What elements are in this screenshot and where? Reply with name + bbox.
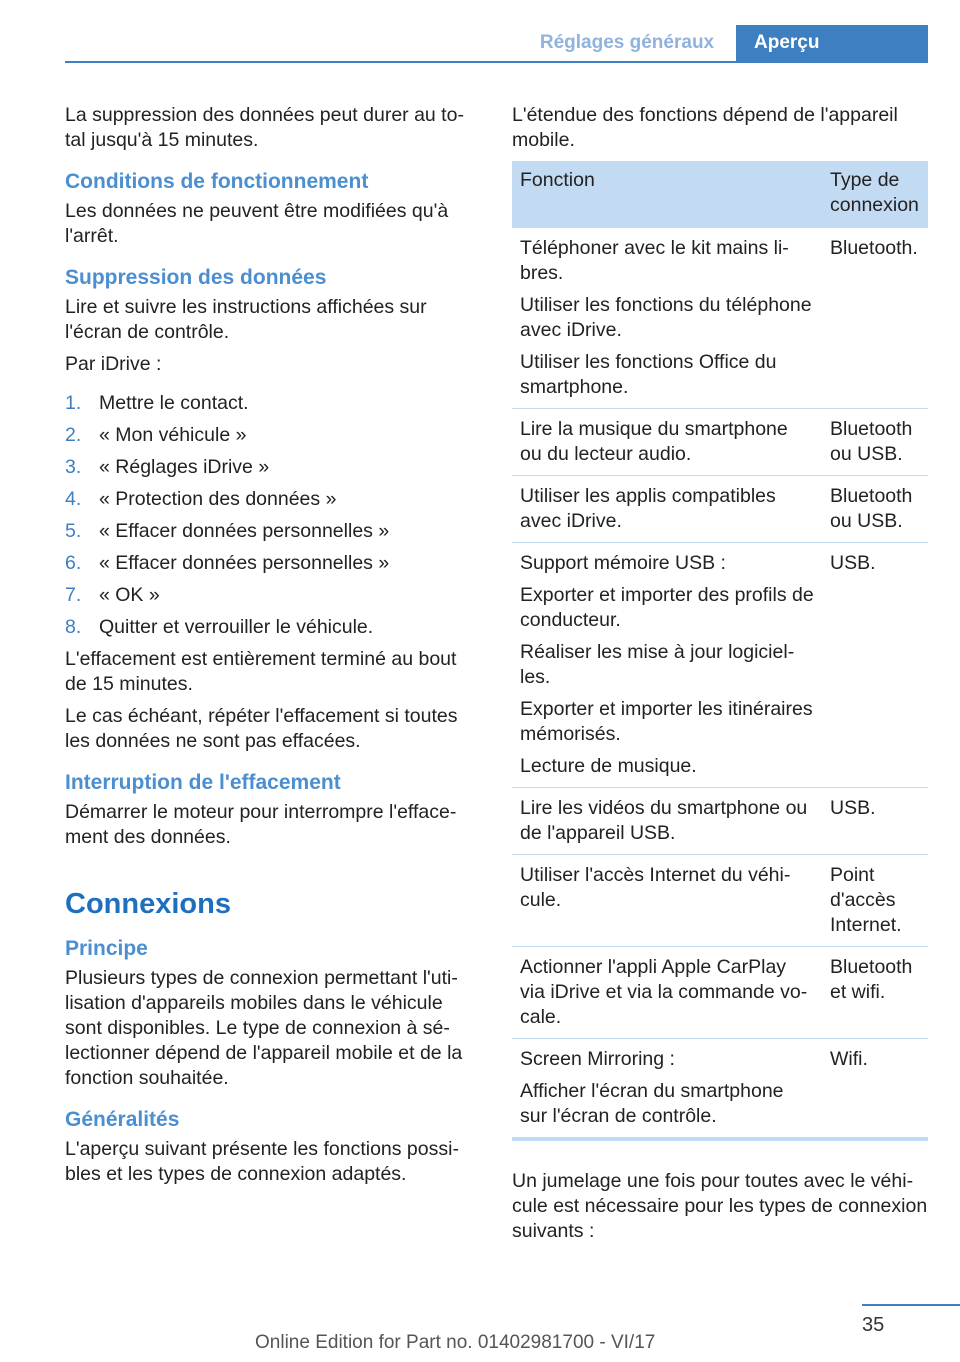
list-item bbox=[65, 391, 475, 416]
footer-rule bbox=[862, 1304, 960, 1306]
step-text: « Protection des données » bbox=[99, 488, 337, 510]
step-text: Mettre le contact. bbox=[99, 392, 249, 414]
cell-function bbox=[512, 409, 822, 476]
cell-line: Utiliser l'accès Internet du véhicule. bbox=[520, 864, 791, 911]
heading-interruption: Interruption de l'effacement bbox=[65, 771, 341, 794]
table-row bbox=[512, 476, 928, 543]
step-number: 1. bbox=[65, 392, 82, 414]
cell-line: Screen Mirroring : bbox=[520, 1048, 675, 1070]
list-item bbox=[65, 487, 475, 512]
cell-function bbox=[512, 476, 822, 543]
list-item bbox=[65, 551, 475, 576]
heading-connexions: Connexions bbox=[65, 888, 231, 920]
left-column bbox=[65, 103, 475, 1194]
heading-suppression: Suppression des données bbox=[65, 266, 327, 289]
heading-principe: Principe bbox=[65, 937, 148, 960]
cell-function bbox=[512, 543, 822, 788]
step-text: « Effacer données personnelles » bbox=[99, 552, 390, 574]
cell-connection: Bluetooth. bbox=[822, 228, 928, 409]
step-text: « Mon véhicule » bbox=[99, 424, 247, 446]
cell-connection: USB. bbox=[822, 788, 928, 855]
cell-line: Exporter et importer des profils de conducteur. bbox=[520, 584, 814, 631]
cell-connection: Bluetooth ou USB. bbox=[822, 476, 928, 543]
step-number: 7. bbox=[65, 584, 82, 606]
cell-line: Lecture de musique. bbox=[520, 755, 697, 777]
cell-line: Exporter et importer les itinéraires mémorisés. bbox=[520, 698, 813, 745]
step-number: 2. bbox=[65, 424, 82, 446]
table-header-row bbox=[512, 161, 928, 228]
list-item bbox=[65, 583, 475, 608]
step-text: Quitter et verrouiller le véhicule. bbox=[99, 616, 374, 638]
table-row bbox=[512, 788, 928, 855]
table-row bbox=[512, 855, 928, 947]
header-section-label: Réglages généraux bbox=[539, 32, 715, 53]
cell-connection: USB. bbox=[822, 543, 928, 788]
cell-connection: Bluetooth ou USB. bbox=[822, 409, 928, 476]
cell-connection: Point d'accès Internet. bbox=[822, 855, 928, 947]
cell-function bbox=[512, 788, 822, 855]
step-text: « OK » bbox=[99, 584, 160, 606]
cell-line: Utiliser les fonctions du téléphone avec iDrive. bbox=[520, 294, 812, 341]
heading-generalites: Généralités bbox=[65, 1108, 180, 1131]
cell-line: Réaliser les mise à jour logicielles. bbox=[520, 641, 795, 688]
step-text: « Effacer données personnelles » bbox=[99, 520, 390, 542]
step-number: 5. bbox=[65, 520, 82, 542]
table-row bbox=[512, 947, 928, 1039]
list-item bbox=[65, 519, 475, 544]
cell-line: Lire la musique du smartphone ou du lecteur audio. bbox=[520, 418, 788, 465]
steps-list bbox=[65, 391, 475, 640]
column-header-function: Fonction bbox=[512, 161, 822, 228]
step-number: 6. bbox=[65, 552, 82, 574]
cell-line: Téléphoner avec le kit mains libres. bbox=[520, 237, 789, 284]
cell-function bbox=[512, 947, 822, 1039]
connection-table bbox=[512, 161, 928, 1138]
page-number: 35 bbox=[862, 1314, 885, 1336]
column-header-type: Type de connexion bbox=[822, 161, 928, 228]
paragraph-interruption: Démarrer le moteur pour interrompre l'effacement des données. bbox=[65, 801, 457, 848]
heading-conditions: Conditions de fonctionnement bbox=[65, 170, 369, 193]
list-item bbox=[65, 423, 475, 448]
paragraph-done: L'effacement est entièrement terminé au bout de 15 minutes. bbox=[65, 648, 457, 695]
cell-function bbox=[512, 855, 822, 947]
cell-line: Utiliser les fonctions Office du smartphone. bbox=[520, 351, 777, 398]
paragraph-generalites: L'aperçu suivant présente les fonctions possibles et les types de connexion adaptés. bbox=[65, 1138, 459, 1185]
paragraph-suppression: Lire et suivre les instructions affichées sur l'écran de contrôle. bbox=[65, 296, 427, 343]
table-row bbox=[512, 543, 928, 788]
step-number: 4. bbox=[65, 488, 82, 510]
footer-edition: Online Edition for Part no. 01402981700 - VI/17 bbox=[255, 1332, 656, 1353]
right-column bbox=[512, 103, 928, 1251]
cell-function bbox=[512, 1039, 822, 1138]
list-item bbox=[65, 615, 475, 640]
table-row bbox=[512, 1039, 928, 1138]
cell-line: Actionner l'appli Apple CarPlay via iDrive et via la commande vocale. bbox=[520, 956, 808, 1028]
paragraph-intro: L'étendue des fonctions dépend de l'appareil mobile. bbox=[512, 104, 898, 151]
cell-line: Utiliser les applis compatibles avec iDrive. bbox=[520, 485, 776, 532]
step-number: 3. bbox=[65, 456, 82, 478]
paragraph-principe: Plusieurs types de connexion permettant l'utilisation d'appareils mobiles dans le véhicule sont disponibles. Le type de connexion à sélectionner dépend de l'appareil mobile et de la fonction souhaitée. bbox=[65, 967, 463, 1089]
table-row bbox=[512, 409, 928, 476]
table-bottom-rule bbox=[512, 1137, 928, 1141]
cell-connection: Wifi. bbox=[822, 1039, 928, 1138]
step-number: 8. bbox=[65, 616, 82, 638]
cell-connection: Bluetooth et wifi. bbox=[822, 947, 928, 1039]
header-rule bbox=[65, 61, 928, 63]
cell-function bbox=[512, 228, 822, 409]
paragraph-repeat: Le cas échéant, répéter l'effacement si toutes les données ne sont pas effacées. bbox=[65, 705, 458, 752]
table-row bbox=[512, 228, 928, 409]
cell-line: Lire les vidéos du smartphone ou de l'appareil USB. bbox=[520, 797, 808, 844]
list-item bbox=[65, 455, 475, 480]
paragraph-pairing: Un jumelage une fois pour toutes avec le véhicule est nécessaire pour les types de connexion suivants : bbox=[512, 1170, 928, 1242]
cell-line: Support mémoire USB : bbox=[520, 552, 726, 574]
step-text: « Réglages iDrive » bbox=[99, 456, 270, 478]
header-active-tab: Aperçu bbox=[736, 25, 928, 61]
paragraph-idrive: Par iDrive : bbox=[65, 353, 162, 375]
paragraph-duration: La suppression des données peut durer au total jusqu'à 15 minutes. bbox=[65, 104, 464, 151]
cell-line: Afficher l'écran du smartphone sur l'écran de contrôle. bbox=[520, 1080, 784, 1127]
paragraph-conditions: Les données ne peuvent être modifiées qu'à l'arrêt. bbox=[65, 200, 449, 247]
